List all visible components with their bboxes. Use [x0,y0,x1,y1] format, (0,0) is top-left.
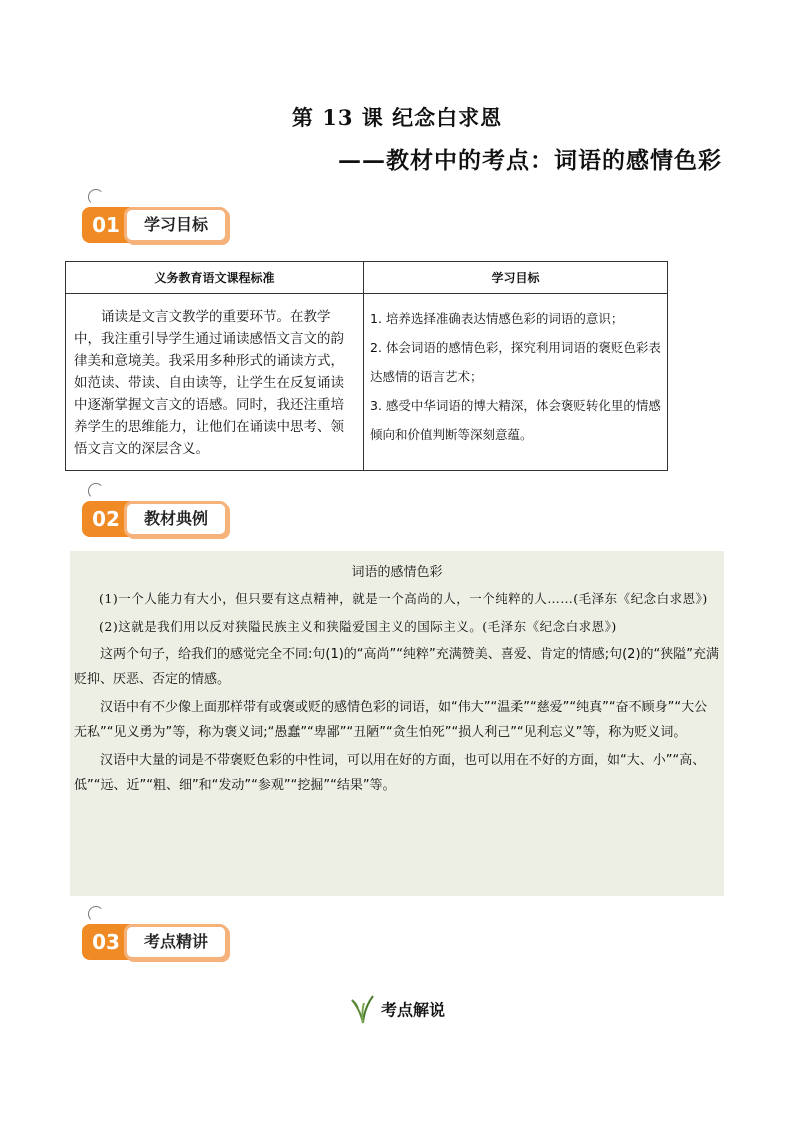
page-subtitle: ——教材中的考点：词语的感情色彩 [338,147,722,174]
table-row [66,294,668,471]
standard-text: 诵读是文言文教学的重要环节。在教学中，我注重引导学生通过诵读感悟文言文的韵律美和意境美。我采用多种形式的诵读方式，如范读、带读、自由读等，让学生在反复诵读中逐渐掌握文言文的语感。同时，我还注重培养学生的思维能力，让他们在诵读中思考、领悟文言文的深层含义。 [66,294,364,471]
example-paragraph: 这两个句子，给我们的感觉完全不同:句(1)的“高尚”“纯粹”充满赞美、喜爱、肯定的情感;句(2)的“狭隘”充满贬抑、厌恶、否定的情感。 [74,647,719,687]
goals-list [364,294,668,471]
goal-item: 1. 培养选择准确表达情感色彩的词语的意识； [370,311,624,326]
table-header-standard: 义务教育语文课程标准 [66,262,364,294]
section-badge-objectives [82,203,232,247]
page-title: 第 13 课 纪念白求恩 [291,105,503,130]
section-label: 教材典例 [124,501,228,537]
grass-icon [349,994,377,1028]
table-header-goals: 学习目标 [364,262,668,294]
section-badge-keypoints [82,920,232,964]
curl-icon [88,483,104,499]
keypoint-explanation-heading [0,994,794,1028]
section-number: 03 [82,924,130,960]
section-badge-examples [82,497,232,541]
footer-heading-text: 考点解说 [380,1000,445,1020]
example-paragraph: 汉语中大量的词是不带褒贬色彩的中性词，可以用在好的方面，也可以用在不好的方面，如“大、小”“高、低”“远、近”“粗、细”和“发动”“参观”“挖掘”“结果”等。 [74,753,706,793]
section-label: 考点精讲 [124,924,228,960]
section-number: 01 [82,207,130,243]
section-label: 学习目标 [124,207,228,243]
example-sentence-2: (2)这就是我们用以反对狭隘民族主义和狭隘爱国主义的国际主义。(毛泽东《纪念白求恩》) [99,619,617,634]
objectives-table [65,261,668,471]
curl-icon [88,189,104,205]
curl-icon [88,906,104,922]
table-header-row [66,262,668,294]
example-paragraph: 汉语中有不少像上面那样带有或褒或贬的感情色彩的词语，如“伟大”“温柔”“慈爱”“纯真”“奋不顾身”“大公无私”“见义勇为”等，称为褒义词;“愚蠢”“卑鄙”“丑陋”“贪生怕死”“损人利己”“见利忘义”等，称为贬义词。 [74,700,708,740]
example-panel [70,551,724,896]
example-sentence-1: (1)一个人能力有大小，但只要有这点精神，就是一个高尚的人，一个纯粹的人……(毛泽东《纪念白求恩》) [99,591,708,606]
goal-item: 3. 感受中华词语的博大精深，体会褒贬转化里的情感倾向和价值判断等深刻意蕴。 [370,398,661,442]
goal-item: 2. 体会词语的感情色彩，探究利用词语的褒贬色彩表达感情的语言艺术； [370,340,661,384]
section-number: 02 [82,501,130,537]
example-heading: 词语的感情色彩 [351,565,443,580]
